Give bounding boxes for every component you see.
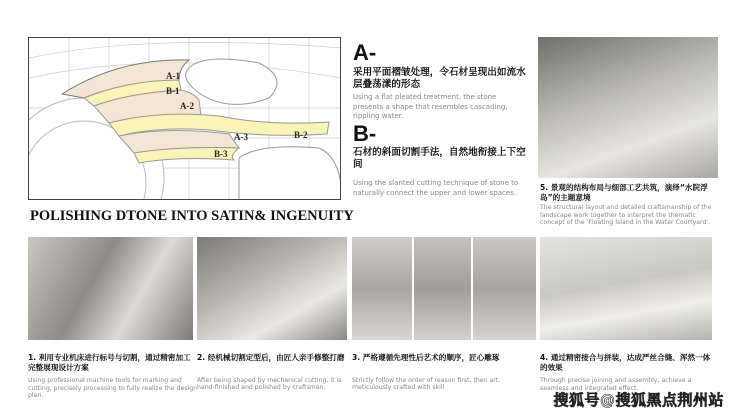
photo-assembly [540, 237, 712, 340]
section-a-en: Using a flat pleated treatment, the stone presents a shape that resembles cascading, rippling water. [353, 93, 508, 120]
label-b2: B-2 [294, 130, 308, 140]
photo-landscape-courtyard [538, 37, 718, 178]
label-a2: A-2 [180, 101, 194, 111]
section-b [353, 123, 528, 198]
caption-4-zh: 4. 通过精密接合与拼装，达成严丝合缝、浑然一体的效果 [540, 353, 711, 372]
watermark: 搜狐号@搜狐黑点荆州站 [553, 391, 724, 409]
photo-carving-3 [473, 237, 536, 340]
site-plan-diagram [28, 37, 341, 200]
caption-5-zh: 5. 景观的结构布局与细部工艺共筑，演绎“水院浮岛”的主题意境 [540, 183, 708, 202]
label-b1: B-1 [166, 86, 180, 96]
section-b-zh: 石材的斜面切割手法，自然地衔接上下空间 [353, 147, 526, 170]
caption-1-en: Using professional machine tools for marking and cutting, precisely processing to fully realize the design plan. [28, 377, 198, 400]
photo-carving-2 [414, 237, 471, 340]
caption-5 [540, 183, 720, 227]
caption-3-en: Strictly follow the order of reason first, then art, meticulously crafted with skill [352, 376, 501, 392]
section-title: POLISHING DTONE INTO SATIN& INGENUITY [30, 208, 354, 224]
site-plan-svg [29, 38, 341, 200]
caption-4 [540, 353, 712, 392]
caption-3 [352, 353, 537, 392]
caption-2 [197, 353, 349, 392]
section-b-en: Using the slanted cutting technique of stone to naturally connect the upper and lower spaces. [353, 179, 519, 197]
photo-hand-finishing [197, 237, 347, 340]
caption-5-en: The structural layout and detailed craftsmanship of the landscape work together to interpret the thematic concept of the 'Floating Island in the Water Courtyard'. [540, 204, 712, 227]
photo-carving-1 [352, 237, 412, 340]
section-a-zh: 采用平面褶皱处理，令石材呈现出如流水层叠荡漾的形态 [353, 67, 526, 90]
caption-4-en: Through precise joining and assembly, achieve a seamless and integrated effect. [540, 377, 692, 392]
section-a [353, 42, 528, 122]
label-b3: B-3 [214, 149, 228, 159]
label-a3: A-3 [234, 132, 248, 142]
caption-1 [28, 353, 198, 400]
caption-3-zh: 3. 严格遵循先理性后艺术的顺序，匠心雕琢 [352, 353, 500, 362]
caption-2-en: After being shaped by mechanical cutting, it is hand-finished and polished by craftsmen. [197, 376, 342, 392]
photo-machine-cutting [28, 237, 193, 340]
section-a-letter: A- [353, 40, 377, 65]
caption-1-zh: 1. 利用专业机床进行标号与切割，通过精密加工完整展现设计方案 [28, 353, 191, 372]
label-a1: A-1 [166, 71, 180, 81]
section-b-letter: B- [353, 121, 377, 146]
caption-2-zh: 2. 经机械切割定型后，由匠人亲手修整打磨 [197, 353, 345, 362]
